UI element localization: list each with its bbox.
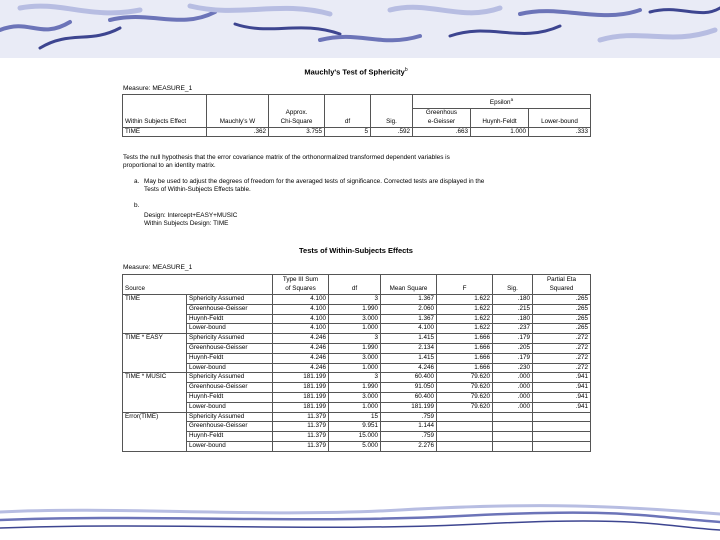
within-cell-ss: 4.100 bbox=[273, 295, 329, 305]
spss-output-image bbox=[116, 58, 596, 496]
within-cell-ms: 1.144 bbox=[381, 422, 437, 432]
within-cell-ms: 1.367 bbox=[381, 295, 437, 305]
within-header-source: Source bbox=[123, 275, 273, 295]
within-cell-ms: 2.134 bbox=[381, 343, 437, 353]
within-table bbox=[122, 274, 591, 452]
mauchly-cell-effect: TIME bbox=[123, 127, 207, 137]
within-cell-ss: 4.100 bbox=[273, 304, 329, 314]
within-cell-ss: 4.100 bbox=[273, 314, 329, 324]
within-cell-test: Huynh-Feldt bbox=[187, 392, 273, 402]
within-cell-test: Sphericity Assumed bbox=[187, 412, 273, 422]
mauchly-header-w: Mauchly's W bbox=[207, 95, 269, 128]
within-cell-f bbox=[437, 422, 493, 432]
within-row bbox=[123, 432, 591, 442]
within-cell-ms: 1.367 bbox=[381, 314, 437, 324]
mauchly-cell-w: .362 bbox=[207, 127, 269, 137]
within-cell-eta: .941 bbox=[533, 373, 591, 383]
within-cell-test: Huynh-Feldt bbox=[187, 432, 273, 442]
bottom-brush-strokes bbox=[0, 506, 720, 530]
mauchly-cell-gg: .663 bbox=[413, 127, 471, 137]
within-cell-eta: .941 bbox=[533, 383, 591, 393]
within-row bbox=[123, 363, 591, 373]
within-cell-sig: .000 bbox=[493, 373, 533, 383]
mauchly-cell-chi: 3.755 bbox=[269, 127, 325, 137]
within-cell-eta: .265 bbox=[533, 324, 591, 334]
within-cell-ms: 1.415 bbox=[381, 353, 437, 363]
mauchly-footnote-main bbox=[123, 154, 591, 170]
within-header-eta bbox=[533, 275, 591, 295]
within-cell-ss: 181.199 bbox=[273, 383, 329, 393]
within-cell-ss: 11.379 bbox=[273, 412, 329, 422]
within-cell-df: 1.990 bbox=[329, 383, 381, 393]
mauchly-table bbox=[122, 94, 591, 137]
within-cell-test: Lower-bound bbox=[187, 441, 273, 451]
within-cell-test: Lower-bound bbox=[187, 363, 273, 373]
within-header-ss-line2: of Squares bbox=[285, 285, 316, 293]
mauchly-cell-hf: 1.000 bbox=[471, 127, 529, 137]
within-cell-test: Sphericity Assumed bbox=[187, 334, 273, 344]
within-cell-df: 3.000 bbox=[329, 392, 381, 402]
mauchly-title bbox=[116, 67, 596, 77]
within-cell-ss: 11.379 bbox=[273, 432, 329, 442]
within-cell-ss: 11.379 bbox=[273, 422, 329, 432]
mauchly-measure: Measure: MEASURE_1 bbox=[123, 85, 193, 92]
mauchly-header-epsilon bbox=[413, 95, 591, 109]
within-cell-sig: .179 bbox=[493, 353, 533, 363]
within-cell-df: 3 bbox=[329, 373, 381, 383]
mauchly-footnote-a-label: a. bbox=[134, 178, 140, 185]
within-cell-f: 1.622 bbox=[437, 304, 493, 314]
within-cell-ms: 2.276 bbox=[381, 441, 437, 451]
within-header-f: F bbox=[437, 275, 493, 295]
within-cell-eta: .265 bbox=[533, 304, 591, 314]
within-row bbox=[123, 343, 591, 353]
within-header-ss-line1: Type III Sum bbox=[282, 276, 319, 284]
within-cell-df: 3.000 bbox=[329, 314, 381, 324]
within-cell-f: 1.666 bbox=[437, 353, 493, 363]
within-cell-df: 15.000 bbox=[329, 432, 381, 442]
mauchly-cell-df: 5 bbox=[325, 127, 371, 137]
within-row bbox=[123, 422, 591, 432]
within-cell-df: 1.990 bbox=[329, 304, 381, 314]
mauchly-footnote-main-line1: Tests the null hypothesis that the error covariance matrix of the orthonormalized transformed dependent variables is bbox=[123, 154, 450, 161]
mauchly-footnote-b bbox=[144, 212, 590, 228]
within-cell-eta bbox=[533, 432, 591, 442]
mauchly-header-lb: Lower-bound bbox=[529, 109, 591, 128]
within-cell-f: 1.622 bbox=[437, 324, 493, 334]
within-cell-test: Greenhouse-Geisser bbox=[187, 383, 273, 393]
within-row bbox=[123, 412, 591, 422]
within-cell-ms: .759 bbox=[381, 412, 437, 422]
within-cell-f: 1.622 bbox=[437, 314, 493, 324]
within-cell-eta: .941 bbox=[533, 402, 591, 412]
within-cell-f: 1.666 bbox=[437, 343, 493, 353]
mauchly-footnote-b-line2: Within Subjects Design: TIME bbox=[144, 220, 229, 227]
within-header-ss bbox=[273, 275, 329, 295]
within-cell-f: 1.622 bbox=[437, 295, 493, 305]
mauchly-epsilon-label: Epsilon bbox=[489, 99, 511, 107]
within-cell-ms: 4.246 bbox=[381, 363, 437, 373]
mauchly-title-text: Mauchly's Test of Sphericity bbox=[304, 67, 405, 77]
within-cell-test: Huynh-Feldt bbox=[187, 353, 273, 363]
mauchly-header-chi-line2: Chi-Square bbox=[280, 117, 313, 125]
within-cell-ss: 181.199 bbox=[273, 402, 329, 412]
within-cell-sig: .179 bbox=[493, 334, 533, 344]
within-cell-f: 79.620 bbox=[437, 402, 493, 412]
within-cell-ms: 91.050 bbox=[381, 383, 437, 393]
within-cell-ss: 4.100 bbox=[273, 324, 329, 334]
within-cell-df: 1.000 bbox=[329, 324, 381, 334]
within-cell-sig bbox=[493, 412, 533, 422]
within-row bbox=[123, 304, 591, 314]
within-cell-sig: .000 bbox=[493, 383, 533, 393]
within-row bbox=[123, 392, 591, 402]
within-cell-ss: 4.246 bbox=[273, 353, 329, 363]
within-header-eta-line1: Partial Eta bbox=[546, 276, 577, 284]
top-band bbox=[0, 0, 720, 58]
within-cell-ss: 11.379 bbox=[273, 441, 329, 451]
within-cell-ms: 1.415 bbox=[381, 334, 437, 344]
within-header-eta-line2: Squared bbox=[549, 285, 574, 293]
within-cell-ms: 2.060 bbox=[381, 304, 437, 314]
mauchly-header-chi-line1: Approx. bbox=[285, 109, 308, 116]
within-cell-eta: .272 bbox=[533, 363, 591, 373]
within-cell-eta: .272 bbox=[533, 353, 591, 363]
within-cell-df: 1.990 bbox=[329, 343, 381, 353]
within-cell-sig: .237 bbox=[493, 324, 533, 334]
within-cell-eta: .265 bbox=[533, 314, 591, 324]
mauchly-header-hf: Huynh-Feldt bbox=[471, 109, 529, 128]
within-cell-f bbox=[437, 412, 493, 422]
within-cell-sig: .230 bbox=[493, 363, 533, 373]
mauchly-cell-lb: .333 bbox=[529, 127, 591, 137]
within-row bbox=[123, 441, 591, 451]
within-cell-ss: 181.199 bbox=[273, 373, 329, 383]
mauchly-header-gg-line1: Greenhous bbox=[425, 109, 458, 116]
within-cell-source: Error(TIME) bbox=[123, 412, 187, 451]
within-cell-df: 9.951 bbox=[329, 422, 381, 432]
within-cell-test: Huynh-Feldt bbox=[187, 314, 273, 324]
within-cell-sig: .000 bbox=[493, 392, 533, 402]
within-cell-test: Greenhouse-Geisser bbox=[187, 343, 273, 353]
within-cell-df: 15 bbox=[329, 412, 381, 422]
within-cell-sig: .205 bbox=[493, 343, 533, 353]
within-cell-ms: 60.400 bbox=[381, 392, 437, 402]
within-cell-ss: 4.246 bbox=[273, 363, 329, 373]
within-cell-f bbox=[437, 432, 493, 442]
within-cell-ms: 4.100 bbox=[381, 324, 437, 334]
within-cell-f: 1.666 bbox=[437, 363, 493, 373]
mauchly-footnote-a-line1: May be used to adjust the degrees of freedom for the averaged tests of significance. Corrected tests are displayed in the bbox=[144, 178, 485, 185]
within-title: Tests of Within-Subjects Effects bbox=[299, 246, 413, 255]
within-measure: Measure: MEASURE_1 bbox=[123, 264, 193, 271]
within-row bbox=[123, 314, 591, 324]
within-header-df: df bbox=[329, 275, 381, 295]
within-header-ms: Mean Square bbox=[381, 275, 437, 295]
mauchly-header-sig: Sig. bbox=[371, 95, 413, 128]
mauchly-header-gg bbox=[413, 109, 471, 128]
within-cell-test: Lower-bound bbox=[187, 324, 273, 334]
within-cell-source: TIME * MUSIC bbox=[123, 373, 187, 412]
within-row bbox=[123, 402, 591, 412]
within-cell-f: 79.620 bbox=[437, 392, 493, 402]
within-cell-eta: .272 bbox=[533, 343, 591, 353]
within-cell-eta: .941 bbox=[533, 392, 591, 402]
within-cell-sig: .180 bbox=[493, 295, 533, 305]
within-cell-df: 3 bbox=[329, 334, 381, 344]
mauchly-footnote-main-line2: proportional to an identity matrix. bbox=[123, 162, 216, 169]
within-cell-ms: .759 bbox=[381, 432, 437, 442]
mauchly-header-chi bbox=[269, 95, 325, 128]
within-cell-ms: 181.199 bbox=[381, 402, 437, 412]
mauchly-header-effect: Within Subjects Effect bbox=[123, 95, 207, 128]
within-cell-test: Lower-bound bbox=[187, 402, 273, 412]
within-cell-df: 1.000 bbox=[329, 363, 381, 373]
within-cell-sig: .215 bbox=[493, 304, 533, 314]
mauchly-epsilon-footnote: a bbox=[510, 97, 514, 103]
mauchly-footnote-b-line1: Design: Intercept+EASY+MUSIC bbox=[144, 212, 238, 219]
mauchly-title-footnote: b bbox=[404, 67, 408, 73]
mauchly-header-gg-line2: e-Geisser bbox=[427, 117, 456, 125]
within-row bbox=[123, 334, 591, 344]
mauchly-row-time bbox=[123, 127, 591, 137]
within-cell-eta: .265 bbox=[533, 295, 591, 305]
within-cell-df: 1.000 bbox=[329, 402, 381, 412]
within-cell-source: TIME bbox=[123, 295, 187, 334]
mauchly-header-df: df bbox=[325, 95, 371, 128]
within-cell-ss: 4.246 bbox=[273, 334, 329, 344]
within-cell-f: 79.620 bbox=[437, 373, 493, 383]
within-cell-sig bbox=[493, 432, 533, 442]
within-cell-eta: .272 bbox=[533, 334, 591, 344]
within-row bbox=[123, 383, 591, 393]
within-cell-eta bbox=[533, 412, 591, 422]
within-cell-eta bbox=[533, 422, 591, 432]
within-cell-f: 79.620 bbox=[437, 383, 493, 393]
within-cell-test: Sphericity Assumed bbox=[187, 295, 273, 305]
within-cell-ss: 4.246 bbox=[273, 343, 329, 353]
within-cell-test: Greenhouse-Geisser bbox=[187, 422, 273, 432]
within-cell-f: 1.666 bbox=[437, 334, 493, 344]
mauchly-footnote-b-label: b. bbox=[134, 202, 140, 209]
mauchly-footnote-a-line2: Tests of Within-Subjects Effects table. bbox=[144, 186, 251, 193]
within-cell-test: Greenhouse-Geisser bbox=[187, 304, 273, 314]
within-cell-sig bbox=[493, 422, 533, 432]
within-row bbox=[123, 353, 591, 363]
within-row bbox=[123, 373, 591, 383]
within-cell-test: Sphericity Assumed bbox=[187, 373, 273, 383]
within-cell-ms: 60.400 bbox=[381, 373, 437, 383]
within-cell-df: 3 bbox=[329, 295, 381, 305]
mauchly-cell-sig: .592 bbox=[371, 127, 413, 137]
within-cell-ss: 181.199 bbox=[273, 392, 329, 402]
within-cell-sig bbox=[493, 441, 533, 451]
within-row bbox=[123, 295, 591, 305]
within-cell-f bbox=[437, 441, 493, 451]
within-header-sig: Sig. bbox=[493, 275, 533, 295]
within-row bbox=[123, 324, 591, 334]
within-cell-sig: .180 bbox=[493, 314, 533, 324]
within-cell-eta bbox=[533, 441, 591, 451]
within-cell-source: TIME * EASY bbox=[123, 334, 187, 373]
mauchly-footnote-a bbox=[144, 178, 590, 194]
within-cell-df: 3.000 bbox=[329, 353, 381, 363]
within-cell-sig: .000 bbox=[493, 402, 533, 412]
within-cell-df: 5.000 bbox=[329, 441, 381, 451]
